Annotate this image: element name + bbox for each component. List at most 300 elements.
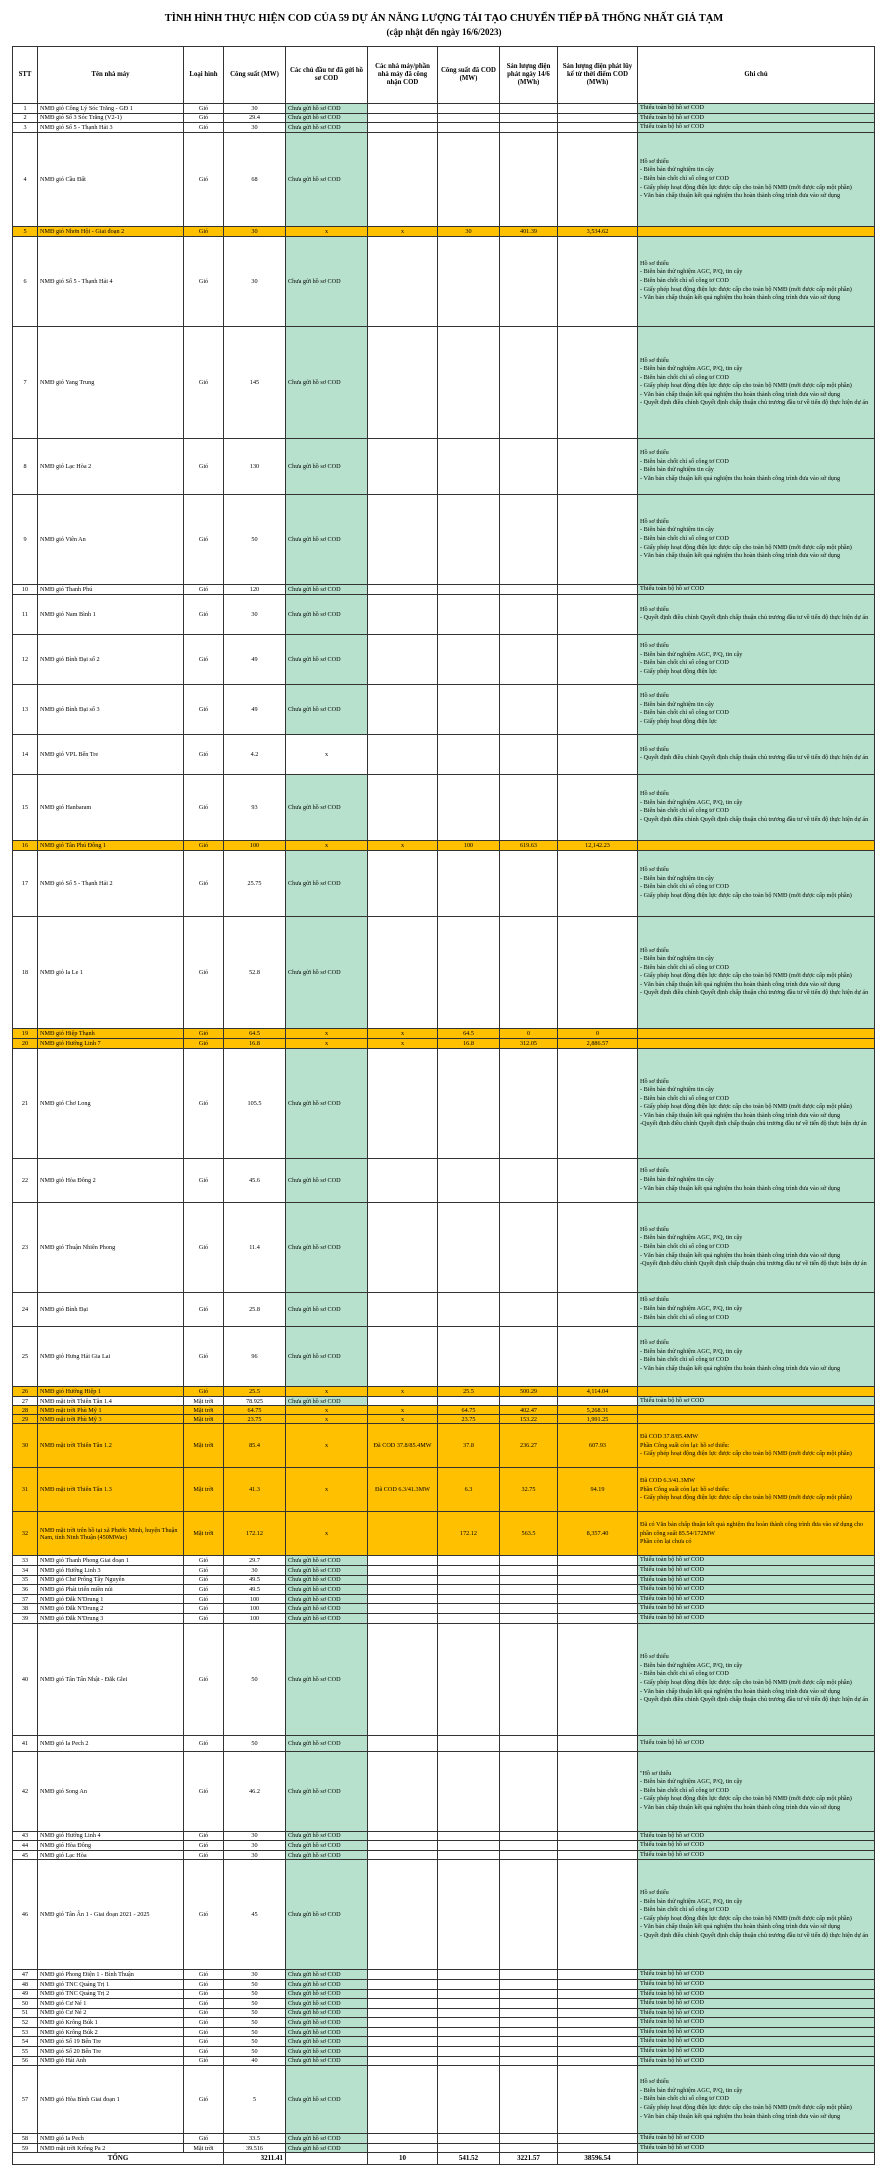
row-capacity: 100	[224, 1613, 286, 1623]
row-note: Thiếu toàn bộ hồ sơ COD	[638, 2027, 875, 2037]
row-submitted: Chưa gửi hồ sơ COD	[286, 850, 368, 916]
table-row	[13, 132, 875, 226]
row-capacity: 49	[224, 634, 286, 684]
row-plant-name: NMĐ mặt trời Thiên Tân 1.4	[38, 1396, 184, 1406]
row-plant-type: Gió	[184, 1038, 224, 1048]
row-note: Hồ sơ thiếu - Biên bản thử nghiệm AGC, P/Q, tin cậy - Biên bản chốt chỉ số công tơ COD - Giấy phép hoạt động điện lực được cấp cho toàn bộ NMĐ (mới được cấp một phần) - Văn bản chấp thuận kết quả nghiệm thu hoàn thành công trình đưa vào sử dụng - Quyết định điều chỉnh Quyết định chấp thuận chủ trương đầu tư về tiến độ thực hiện dự án	[638, 1623, 875, 1735]
table-row	[13, 1326, 875, 1386]
table-row	[13, 123, 875, 133]
header-approved: Các nhà máy/phần nhà máy đã công nhận COD	[368, 47, 438, 104]
row-submitted: Chưa gửi hồ sơ COD	[286, 2037, 368, 2047]
row-note: Hồ sơ thiếu - Biên bản thử nghiệm tin cậy - Biên bản chốt chỉ số công tơ COD - Giấy phép hoạt động điện lực được cấp cho toàn bộ NMĐ (mới được cấp một phần) - Văn bản chấp thuận kết quả nghiệm thu hoàn thành công trình đưa vào sử dụng -Quyết định điều chỉnh Quyết định chấp thuận chủ trương đầu tư về tiến độ thực hiện dự án	[638, 1048, 875, 1158]
row-output-cumulative	[558, 2008, 638, 2018]
row-capacity: 78.925	[224, 1396, 286, 1406]
row-output-cumulative	[558, 774, 638, 840]
total-note-cell	[638, 2153, 875, 2165]
row-plant-name: NMĐ gió Hướng Hiệp 1	[38, 1386, 184, 1396]
row-cod-capacity	[438, 1989, 500, 1999]
table-row	[13, 584, 875, 594]
row-stt: 37	[13, 1594, 38, 1604]
row-cod-capacity	[438, 1158, 500, 1202]
row-output-day	[500, 1585, 558, 1595]
row-cod-capacity	[438, 1326, 500, 1386]
row-plant-name: NMĐ gió Số 5 - Thạnh Hải 4	[38, 236, 184, 326]
row-approved	[368, 326, 438, 438]
row-cod-capacity	[438, 1292, 500, 1326]
row-output-day	[500, 1158, 558, 1202]
row-plant-type: Gió	[184, 594, 224, 634]
row-plant-name: NMĐ gió Ia Le 1	[38, 916, 184, 1028]
row-output-cumulative	[558, 1585, 638, 1595]
row-approved	[368, 132, 438, 226]
row-stt: 59	[13, 2143, 38, 2153]
row-capacity: 96	[224, 1326, 286, 1386]
row-approved	[368, 2047, 438, 2057]
row-approved	[368, 1850, 438, 1860]
row-submitted: Chưa gửi hồ sơ COD	[286, 2134, 368, 2144]
row-plant-type: Mặt trời	[184, 1396, 224, 1406]
row-submitted: x	[286, 1038, 368, 1048]
row-output-cumulative: 0	[558, 1028, 638, 1038]
total-output-day: 3221.57	[500, 2153, 558, 2165]
row-submitted: x	[286, 734, 368, 774]
row-cod-capacity: 64.5	[438, 1028, 500, 1038]
row-cod-capacity	[438, 1979, 500, 1989]
row-plant-type: Gió	[184, 1158, 224, 1202]
row-cod-capacity	[438, 1556, 500, 1566]
row-submitted: Chưa gửi hồ sơ COD	[286, 2008, 368, 2018]
document-title: TÌNH HÌNH THỰC HIỆN COD CỦA 59 DỰ ÁN NĂNG LƯỢNG TÁI TẠO CHUYỂN TIẾP ĐÃ THỐNG NHẤT GIÁ TẠM	[164, 13, 724, 24]
row-capacity: 50	[224, 2027, 286, 2037]
row-stt: 1	[13, 104, 38, 114]
row-cod-capacity: 25.5	[438, 1386, 500, 1396]
row-stt: 52	[13, 2018, 38, 2028]
row-note: Đã COD 6.3/41.3MW Phần Công suất còn lại: hồ sơ thiếu: - Giấy phép hoạt động điện lực được cấp cho toàn bộ NMĐ (mới được cấp một phần)	[638, 1468, 875, 1512]
row-approved: x	[368, 1386, 438, 1396]
row-cod-capacity: 64.75	[438, 1406, 500, 1415]
row-output-day	[500, 1202, 558, 1292]
row-stt: 18	[13, 916, 38, 1028]
row-cod-capacity	[438, 774, 500, 840]
row-submitted: x	[286, 1028, 368, 1038]
row-output-day	[500, 236, 558, 326]
row-capacity: 25.5	[224, 1386, 286, 1396]
row-submitted: Chưa gửi hồ sơ COD	[286, 1623, 368, 1735]
row-approved	[368, 916, 438, 1028]
row-approved: Đã COD 37.8/85.4MW	[368, 1424, 438, 1468]
row-plant-name: NMĐ gió Lạc Hòa 2	[38, 438, 184, 494]
row-output-day	[500, 774, 558, 840]
row-note: Hồ sơ thiếu - Biên bản chốt chỉ số công tơ COD - Biên bản thử nghiệm tin cậy - Văn bản chấp thuận kết quả nghiệm thu hoàn thành công trình đưa vào sử dụng	[638, 438, 875, 494]
total-output-cumulative: 38596.54	[558, 2153, 638, 2165]
row-output-day	[500, 734, 558, 774]
table-row	[13, 1512, 875, 1556]
row-output-day	[500, 1326, 558, 1386]
table-row	[13, 1850, 875, 1860]
row-capacity: 50	[224, 1999, 286, 2009]
row-note: Thiếu toàn bộ hồ sơ COD	[638, 1585, 875, 1595]
row-approved	[368, 634, 438, 684]
row-capacity: 68	[224, 132, 286, 226]
table-row	[13, 1292, 875, 1326]
row-capacity: 29.4	[224, 113, 286, 123]
row-approved	[368, 1326, 438, 1386]
row-plant-type: Gió	[184, 1594, 224, 1604]
row-plant-name: NMĐ gió Cư Né 2	[38, 2008, 184, 2018]
table-row	[13, 684, 875, 734]
table-row	[13, 326, 875, 438]
row-submitted: Chưa gửi hồ sơ COD	[286, 1735, 368, 1751]
row-stt: 31	[13, 1468, 38, 1512]
table-row	[13, 1594, 875, 1604]
table-row	[13, 1028, 875, 1038]
row-plant-type: Gió	[184, 132, 224, 226]
row-cod-capacity	[438, 1841, 500, 1851]
row-note	[638, 1406, 875, 1415]
row-capacity: 39.516	[224, 2143, 286, 2153]
row-submitted: Chưa gửi hồ sơ COD	[286, 1831, 368, 1841]
row-output-day	[500, 1613, 558, 1623]
row-submitted: Chưa gửi hồ sơ COD	[286, 2066, 368, 2134]
row-output-cumulative	[558, 1751, 638, 1831]
row-cod-capacity	[438, 1623, 500, 1735]
row-output-cumulative	[558, 104, 638, 114]
row-submitted: Chưa gửi hồ sơ COD	[286, 916, 368, 1028]
row-stt: 35	[13, 1575, 38, 1585]
row-plant-type: Gió	[184, 104, 224, 114]
row-stt: 45	[13, 1850, 38, 1860]
row-approved	[368, 2056, 438, 2066]
row-output-day	[500, 1594, 558, 1604]
row-output-cumulative	[558, 132, 638, 226]
row-plant-type: Gió	[184, 1585, 224, 1595]
table-row	[13, 494, 875, 584]
row-output-day	[500, 1831, 558, 1841]
row-approved	[368, 2018, 438, 2028]
table-row	[13, 2008, 875, 2018]
row-output-day	[500, 850, 558, 916]
header-note: Ghi chú	[638, 47, 875, 104]
row-cod-capacity	[438, 113, 500, 123]
row-output-day	[500, 2143, 558, 2153]
row-submitted: Chưa gửi hồ sơ COD	[286, 2047, 368, 2057]
row-output-day	[500, 1604, 558, 1614]
row-approved	[368, 236, 438, 326]
row-plant-name: NMĐ gió TNC Quảng Trị 2	[38, 1989, 184, 1999]
total-submitted-cell	[286, 2153, 368, 2165]
row-output-day	[500, 438, 558, 494]
row-cod-capacity	[438, 1594, 500, 1604]
row-approved	[368, 1594, 438, 1604]
row-plant-type: Gió	[184, 2037, 224, 2047]
row-submitted: Chưa gửi hồ sơ COD	[286, 1979, 368, 1989]
row-plant-name: NMĐ gió Phát triển miền núi	[38, 1585, 184, 1595]
row-capacity: 50	[224, 2008, 286, 2018]
row-submitted: Chưa gửi hồ sơ COD	[286, 1396, 368, 1406]
row-approved	[368, 1751, 438, 1831]
row-output-day: 401.39	[500, 226, 558, 236]
row-plant-type: Gió	[184, 916, 224, 1028]
row-plant-type: Gió	[184, 1386, 224, 1396]
row-output-day	[500, 1850, 558, 1860]
row-stt: 7	[13, 326, 38, 438]
table-row	[13, 1979, 875, 1989]
row-submitted: Chưa gửi hồ sơ COD	[286, 1613, 368, 1623]
row-note: Hồ sơ thiếu - Biên bản thử nghiệm tin cậy - Văn bản chấp thuận kết quả nghiệm thu hoàn thành công trình đưa vào sử dụng	[638, 1158, 875, 1202]
row-note: Thiếu toàn bộ hồ sơ COD	[638, 1604, 875, 1614]
row-capacity: 25.8	[224, 1292, 286, 1326]
row-plant-type: Mặt trời	[184, 1406, 224, 1415]
row-plant-type: Gió	[184, 774, 224, 840]
row-submitted: Chưa gửi hồ sơ COD	[286, 684, 368, 734]
row-submitted: x	[286, 1468, 368, 1512]
row-output-cumulative	[558, 2047, 638, 2057]
row-capacity: 50	[224, 1735, 286, 1751]
row-capacity: 52.8	[224, 916, 286, 1028]
row-cod-capacity	[438, 2056, 500, 2066]
row-output-cumulative	[558, 438, 638, 494]
row-output-cumulative	[558, 1396, 638, 1406]
row-plant-type: Gió	[184, 1860, 224, 1970]
row-output-cumulative	[558, 236, 638, 326]
row-note: Hồ sơ thiếu - Biên bản thử nghiệm tin cậy - Biên bản chốt chỉ số công tơ COD - Giấy phép hoạt động điện lực	[638, 684, 875, 734]
row-cod-capacity: 23.75	[438, 1415, 500, 1424]
row-cod-capacity	[438, 1970, 500, 1980]
row-cod-capacity: 172.12	[438, 1512, 500, 1556]
row-cod-capacity: 6.3	[438, 1468, 500, 1512]
row-output-day	[500, 1565, 558, 1575]
row-plant-type: Gió	[184, 1989, 224, 1999]
row-output-cumulative: 607.93	[558, 1424, 638, 1468]
row-output-cumulative	[558, 634, 638, 684]
row-plant-name: NMĐ gió Bình Đại số 2	[38, 634, 184, 684]
row-plant-name: NMĐ gió Tân Phú Đông 1	[38, 840, 184, 850]
row-note: Hồ sơ thiếu - Biên bản thử nghiệm AGC, P/Q, tin cậy - Biên bản chốt chỉ số công tơ COD	[638, 1292, 875, 1326]
row-note: Hồ sơ thiếu - Biên bản thử nghiệm tin cậy - Biên bản chốt chỉ số công tơ COD - Giấy phép hoạt động điện lực được cấp cho toàn bộ NMĐ (mới được cấp một phần) - Văn bản chấp thuận kết quả nghiệm thu hoàn thành công trình đưa vào sử dụng	[638, 494, 875, 584]
row-output-cumulative	[558, 684, 638, 734]
table-row	[13, 1565, 875, 1575]
row-capacity: 33.5	[224, 2134, 286, 2144]
row-note	[638, 1038, 875, 1048]
row-output-day	[500, 634, 558, 684]
table-row	[13, 1202, 875, 1292]
row-output-cumulative	[558, 1565, 638, 1575]
row-cod-capacity	[438, 236, 500, 326]
row-plant-type: Gió	[184, 1604, 224, 1614]
row-plant-type: Gió	[184, 1028, 224, 1038]
row-output-cumulative	[558, 1860, 638, 1970]
row-output-cumulative	[558, 2037, 638, 2047]
row-output-day: 312.05	[500, 1038, 558, 1048]
row-plant-type: Gió	[184, 1970, 224, 1980]
row-cod-capacity	[438, 684, 500, 734]
row-output-cumulative	[558, 2066, 638, 2134]
row-cod-capacity	[438, 2134, 500, 2144]
row-output-cumulative: 94.19	[558, 1468, 638, 1512]
table-row	[13, 2037, 875, 2047]
row-note: Thiếu toàn bộ hồ sơ COD	[638, 1565, 875, 1575]
row-note: Thiếu toàn bộ hồ sơ COD	[638, 1594, 875, 1604]
row-submitted: Chưa gửi hồ sơ COD	[286, 438, 368, 494]
row-cod-capacity	[438, 1850, 500, 1860]
row-plant-name: NMĐ gió Thanh Phong Giai đoạn 1	[38, 1556, 184, 1566]
row-output-day: 500.29	[500, 1386, 558, 1396]
row-stt: 9	[13, 494, 38, 584]
row-stt: 38	[13, 1604, 38, 1614]
row-capacity: 29.7	[224, 1556, 286, 1566]
row-approved: x	[368, 1406, 438, 1415]
row-output-cumulative	[558, 1841, 638, 1851]
header-name: Tên nhà máy	[38, 47, 184, 104]
row-cod-capacity: 30	[438, 226, 500, 236]
table-row	[13, 1038, 875, 1048]
row-plant-type: Gió	[184, 1751, 224, 1831]
table-row	[13, 1831, 875, 1841]
row-capacity: 93	[224, 774, 286, 840]
row-output-day	[500, 2027, 558, 2037]
row-submitted: Chưa gửi hồ sơ COD	[286, 774, 368, 840]
table-row	[13, 1585, 875, 1595]
row-plant-name: NMĐ gió Đắk N'Drung 3	[38, 1613, 184, 1623]
row-stt: 32	[13, 1512, 38, 1556]
row-plant-name: NMĐ mặt trời Phù Mỹ 1	[38, 1406, 184, 1415]
row-submitted: x	[286, 1415, 368, 1424]
row-output-cumulative	[558, 123, 638, 133]
row-output-day: 153.22	[500, 1415, 558, 1424]
row-stt: 4	[13, 132, 38, 226]
table-row	[13, 1158, 875, 1202]
row-output-cumulative	[558, 1989, 638, 1999]
row-plant-type: Gió	[184, 1565, 224, 1575]
row-approved	[368, 850, 438, 916]
total-approved-count: 10	[368, 2153, 438, 2165]
row-note: Thiếu toàn bộ hồ sơ COD	[638, 2134, 875, 2144]
row-plant-type: Gió	[184, 494, 224, 584]
row-submitted: Chưa gửi hồ sơ COD	[286, 2056, 368, 2066]
table-row	[13, 2134, 875, 2144]
row-submitted: Chưa gửi hồ sơ COD	[286, 594, 368, 634]
table-row	[13, 1396, 875, 1406]
row-cod-capacity: 37.8	[438, 1424, 500, 1468]
row-submitted: x	[286, 1406, 368, 1415]
table-row	[13, 1415, 875, 1424]
row-note: Thiếu toàn bộ hồ sơ COD	[638, 2056, 875, 2066]
row-cod-capacity: 100	[438, 840, 500, 850]
row-output-cumulative	[558, 1158, 638, 1202]
row-plant-name: NMĐ gió Viên An	[38, 494, 184, 584]
row-capacity: 50	[224, 1623, 286, 1735]
row-submitted: Chưa gửi hồ sơ COD	[286, 326, 368, 438]
row-approved	[368, 113, 438, 123]
cod-status-table	[12, 46, 875, 2165]
header-output-day: Sản lượng điện phát ngày 14/6 (MWh)	[500, 47, 558, 104]
row-capacity: 105.5	[224, 1048, 286, 1158]
row-stt: 21	[13, 1048, 38, 1158]
row-plant-type: Gió	[184, 2056, 224, 2066]
row-capacity: 50	[224, 2018, 286, 2028]
row-note: Hồ sơ thiếu - Biên bản thử nghiệm tin cậy - Biên bản chốt chỉ số công tơ COD - Giấy phép hoạt động điện lực được cấp cho toàn bộ NMĐ (mới được cấp một phần)	[638, 850, 875, 916]
row-plant-type: Gió	[184, 2134, 224, 2144]
row-cod-capacity	[438, 2008, 500, 2018]
row-approved	[368, 1565, 438, 1575]
row-stt: 14	[13, 734, 38, 774]
row-submitted: Chưa gửi hồ sơ COD	[286, 1860, 368, 1970]
table-row	[13, 2066, 875, 2134]
row-plant-type: Gió	[184, 1292, 224, 1326]
row-output-cumulative	[558, 2134, 638, 2144]
header-capacity: Công suất (MW)	[224, 47, 286, 104]
row-cod-capacity	[438, 734, 500, 774]
header-output-cumulative: Sản lượng điện phát lũy kế từ thời điểm COD (MWh)	[558, 47, 638, 104]
row-stt: 27	[13, 1396, 38, 1406]
row-output-cumulative	[558, 2143, 638, 2153]
row-note	[638, 1386, 875, 1396]
row-capacity: 30	[224, 1841, 286, 1851]
row-plant-name: NMĐ gió Yang Trung	[38, 326, 184, 438]
row-approved: x	[368, 1415, 438, 1424]
row-plant-name: NMĐ mặt trời Krông Pa 2	[38, 2143, 184, 2153]
row-cod-capacity	[438, 1735, 500, 1751]
row-submitted: Chưa gửi hồ sơ COD	[286, 1850, 368, 1860]
row-output-day	[500, 1292, 558, 1326]
row-note: Thiếu toàn bộ hồ sơ COD	[638, 2018, 875, 2028]
row-output-cumulative	[558, 1604, 638, 1614]
row-plant-type: Gió	[184, 1850, 224, 1860]
row-output-cumulative: 8,357.40	[558, 1512, 638, 1556]
row-submitted: Chưa gửi hồ sơ COD	[286, 236, 368, 326]
row-plant-type: Gió	[184, 1999, 224, 2009]
table-row	[13, 1623, 875, 1735]
row-cod-capacity	[438, 1048, 500, 1158]
header-type: Loại hình	[184, 47, 224, 104]
row-approved	[368, 438, 438, 494]
row-output-day	[500, 123, 558, 133]
row-plant-type: Gió	[184, 2066, 224, 2134]
row-output-day	[500, 2066, 558, 2134]
row-cod-capacity	[438, 916, 500, 1028]
row-plant-name: NMĐ gió Nam Bình 1	[38, 594, 184, 634]
row-plant-name: NMĐ gió Cư Né 1	[38, 1999, 184, 2009]
row-plant-type: Gió	[184, 236, 224, 326]
row-note: Đã COD 37.8/85.4MW Phần Công suất còn lại: hồ sơ thiếu: - Giấy phép hoạt động điện lực được cấp cho toàn bộ NMĐ (mới được cấp một phần)	[638, 1424, 875, 1468]
row-approved	[368, 2037, 438, 2047]
row-note: Hồ sơ thiếu - Biên bản thử nghiệm AGC, P/Q, tin cậy - Biên bản chốt chỉ số công tơ COD - Văn bản chấp thuận kết quả nghiệm thu hoàn thành công trình đưa vào sử dụng	[638, 1326, 875, 1386]
row-plant-type: Mặt trời	[184, 1424, 224, 1468]
table-row	[13, 1860, 875, 1970]
row-plant-type: Gió	[184, 1735, 224, 1751]
row-plant-type: Gió	[184, 684, 224, 734]
row-submitted: x	[286, 1386, 368, 1396]
row-stt: 16	[13, 840, 38, 850]
row-cod-capacity	[438, 1585, 500, 1595]
row-cod-capacity	[438, 594, 500, 634]
row-stt: 12	[13, 634, 38, 684]
row-approved: x	[368, 226, 438, 236]
row-stt: 47	[13, 1970, 38, 1980]
row-submitted: x	[286, 1424, 368, 1468]
row-output-cumulative	[558, 1202, 638, 1292]
row-capacity: 49.5	[224, 1585, 286, 1595]
table-row	[13, 850, 875, 916]
row-output-day	[500, 1396, 558, 1406]
total-label: TỔNG	[13, 2153, 224, 2165]
row-plant-name: NMĐ gió Công Lý Sóc Trăng - GĐ 1	[38, 104, 184, 114]
row-submitted: Chưa gửi hồ sơ COD	[286, 113, 368, 123]
row-cod-capacity	[438, 2066, 500, 2134]
row-cod-capacity	[438, 1860, 500, 1970]
row-approved	[368, 1831, 438, 1841]
total-row	[13, 2153, 875, 2165]
